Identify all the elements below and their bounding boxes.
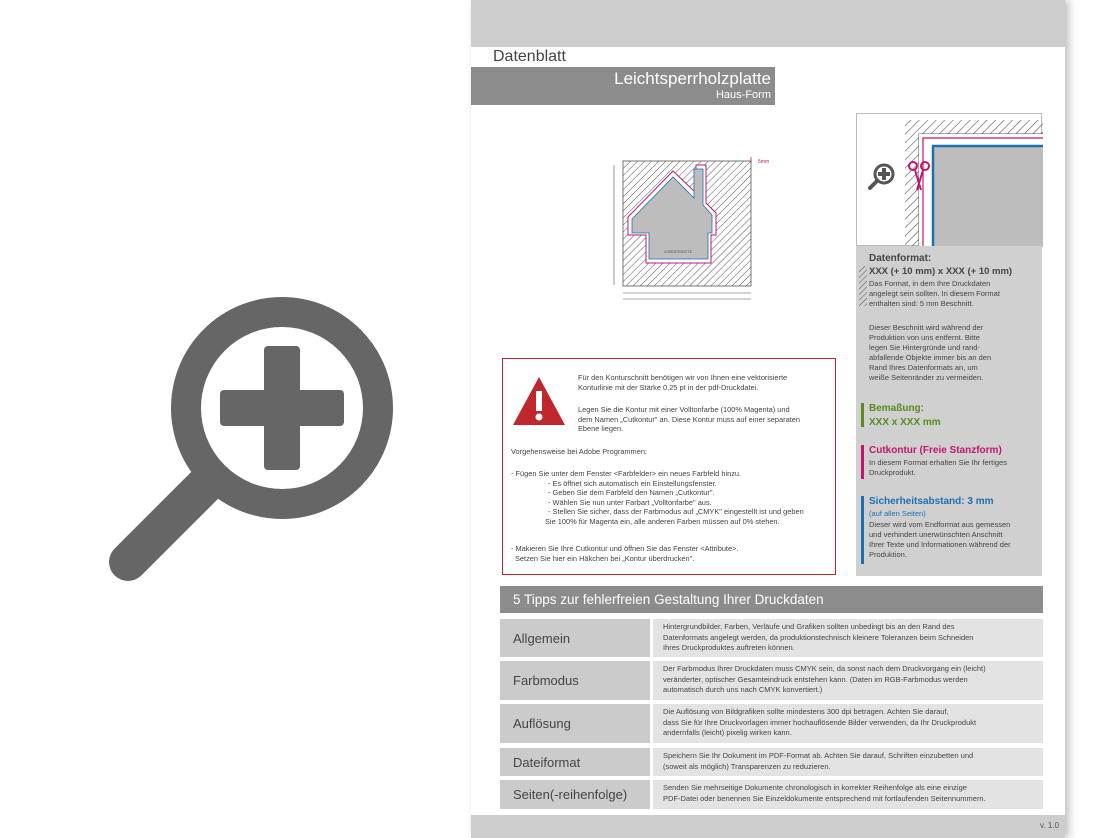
- warning-p3: Vorgehensweise bei Adobe Programmen:: [511, 447, 647, 456]
- doc-type-label: Datenblatt: [471, 47, 591, 67]
- dim-value: XXX x XXX mm: [869, 417, 941, 428]
- warning-p1: Für den Konturschnitt benötigen wir von Ihnen eine vektorisierte Konturlinie mit der Stärke 0,25 pt in der pdf-Druckdatei.: [578, 373, 788, 392]
- tips-header: 5 Tipps zur fehlerfreien Gestaltung Ihrer Druckdaten: [500, 586, 1043, 613]
- safety-sub: (auf allen Seiten): [869, 509, 926, 518]
- tip-row-color-mode: [500, 661, 1043, 700]
- cut-text: In diesem Format erhalten Sie Ihr fertiges Druckprodukt.: [869, 458, 1007, 477]
- tip-label: Dateiformat: [500, 748, 650, 776]
- warning-p4: - Makieren Sie Ihre Cutkontur und öffnen Sie das Fenster <Attribute>. Setzen Sie hier ein Häkchen bei „Kontur überdrucken".: [511, 544, 739, 563]
- version-label: v. 1.0: [1040, 821, 1059, 830]
- page-subtitle: Haus-Form: [715, 89, 771, 101]
- bleed-zoom-preview: [856, 113, 1042, 246]
- cut-bar: [861, 445, 864, 479]
- format-info-panel: [856, 246, 1042, 576]
- warning-steps: - Fügen Sie unter dem Fenster <Farbfelder> ein neues Farbfeld hinzu. - Es öffnet sich automatisch ein Einstellungsfenster. - Geben Sie dem Farbfeld den Namen „Cutkontur". - Wählen Sie nun unter Farbart „Volltonfarbe" aus. - Stellen Sie sicher, dass der Farbmodus auf „CMYK" eingestellt ist und geben Sie 100% für Magenta ein, alle anderen Farben müssen auf 0% stehen.: [511, 469, 804, 526]
- tip-row-general: [500, 619, 1043, 657]
- tip-label: Auflösung: [500, 704, 650, 743]
- tip-label: Seiten(-reihenfolge): [500, 780, 650, 809]
- tip-row-pages: [500, 780, 1043, 809]
- cut-title: Cutkontur (Freie Stanzform): [869, 445, 1002, 456]
- bleed-label: 5mm: [758, 159, 770, 165]
- hatch-swatch: [859, 266, 867, 306]
- tip-row-file-format: [500, 748, 1043, 776]
- format-value: XXX (+ 10 mm) x XXX (+ 10 mm): [869, 266, 1013, 277]
- dim-bar: [861, 403, 864, 427]
- house-shape-drawing: [608, 155, 778, 305]
- tip-row-resolution: [500, 704, 1043, 743]
- format-text: Das Format, in dem Ihre Druckdaten angelegt sein sollten. In diesem Format enthalten sind: 5 mm Beschnitt.: [869, 279, 1000, 308]
- page-header-band: [471, 0, 1065, 47]
- tip-text: Die Auflösung von Bildgrafiken sollte mindestens 300 dpi betragen. Achten Sie darauf, dass Sie für Ihre Druckvorlagen immer hochauflösende Bilder verwenden, da Ihr Druckprodukt andernfalls (leicht) pixelig wirken kann.: [653, 704, 1043, 743]
- warning-p2: Legen Sie die Kontur mit einer Volltonfarbe (100% Magenta) und dem Namen „Cutkontur" an. Diese Kontur muss auf einer separaten Ebene liegen.: [578, 405, 800, 433]
- page-footer-band: [471, 815, 1065, 838]
- safety-title: Sicherheitsabstand: 3 mm: [869, 496, 994, 507]
- title-band: [471, 67, 775, 105]
- zoom-in-icon[interactable]: [100, 288, 400, 588]
- trim-text: Dieser Beschnitt wird während der Produktion von uns entfernt. Bitte legen Sie Hintergründe und rand- abfallende Objekte immer bis an den Rand Ihres Datenformats an, um weiße Seitenränder zu vermeiden.: [869, 323, 992, 382]
- tip-text: Hintergrundbilder, Farben, Verläufe und Grafiken sollten unbedingt bis an den Rand des Datenformats angelegt werden, da produktionstechnisch kleinere Toleranzen beim Schneiden Ihres Druckproduktes auftreten können.: [653, 619, 1043, 657]
- tip-text: Speichern Sie Ihr Dokument im PDF-Format ab. Achten Sie darauf, Schriften einzubetten und (soweit als möglich) Transparenzen zu reduzieren.: [653, 748, 1043, 776]
- safety-text: Dieser wird vom Endformat aus gemessen und verhindert unerwünschten Anschnitt Ihrer Texte und Informationen während der Produktion.: [869, 520, 1011, 559]
- tip-text: Senden Sie mehrseitige Dokumente chronologisch in korrekter Reihenfolge als eine einzige PDF-Datei oder benennen Sie Einzeldokumente entsprechend mit fortlaufenden Seitennummern.: [653, 780, 1043, 809]
- tip-text: Der Farbmodus Ihrer Druckdaten muss CMYK sein, da sonst nach dem Druckvorgang ein (leicht) veränderter, optischer Gesamteindruck entstehen kann. (Daten im RGB-Farbmodus werden automatisch durch uns nach CMYK konvertiert.): [653, 661, 1043, 700]
- page-title: Leichtsperrholzplatte: [614, 69, 771, 88]
- safety-bar: [861, 496, 864, 564]
- tip-label: Farbmodus: [500, 661, 650, 700]
- dim-title: Bemaßung:: [869, 403, 924, 414]
- format-title: Datenformat:: [869, 253, 932, 264]
- warning-icon: [511, 375, 567, 427]
- zoom-icon: [870, 165, 893, 188]
- tip-label: Allgemein: [500, 619, 650, 657]
- cut-contour-warning-box: [502, 358, 836, 575]
- front-side-label: VORDERSEITE: [663, 249, 693, 254]
